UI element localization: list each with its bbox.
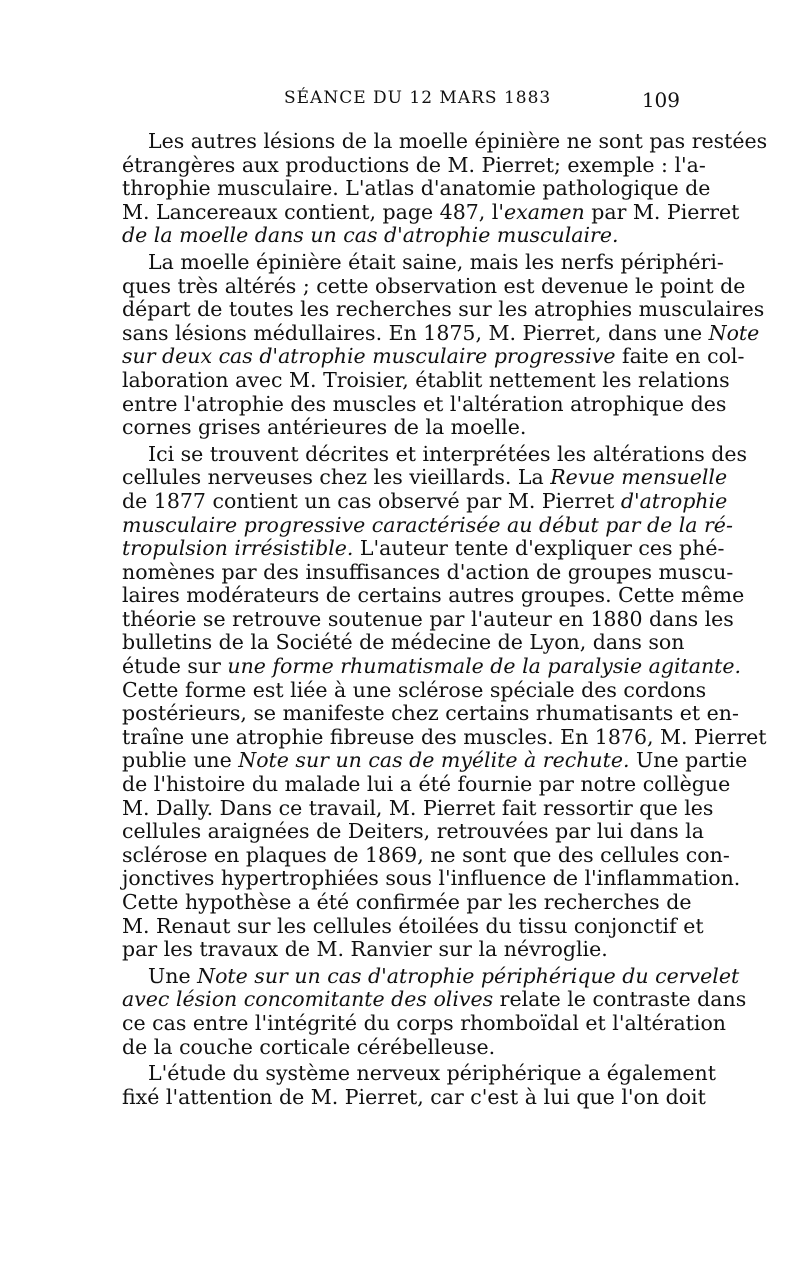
text-segment: Une	[148, 963, 198, 988]
text-line	[122, 536, 725, 561]
running-header	[122, 88, 682, 118]
italic-text: musculaire progressive caractérisée au début par de la ré-	[122, 512, 733, 537]
text-segment: Cette forme est liée à une sclérose spéciale des cordons	[122, 677, 707, 702]
text-line	[122, 938, 680, 962]
text-segment: L'étude du système nerveux périphérique a également	[148, 1061, 716, 1086]
text-line	[122, 1010, 727, 1036]
text-line	[122, 1061, 716, 1086]
text-segment: fixé l'attention de M. Pierret, car c'est à lui que l'on doit	[122, 1084, 706, 1109]
text-segment: nomènes par des insuffisances d'action de groupes muscu-	[122, 559, 734, 584]
text-line	[122, 176, 711, 201]
text-segment: ce cas entre l'intégrité du corps rhomboïdal et l'altération	[122, 1010, 727, 1035]
text-line	[122, 819, 704, 844]
text-segment: throphie musculaire. L'atlas d'anatomie pathologique de	[122, 176, 711, 201]
italic-text: d'atrophie	[620, 488, 728, 513]
italic-text: sur deux cas d'atrophie musculaire progressive	[122, 344, 616, 369]
text-segment: postérieurs, se manifeste chez certains rhumatisants et en-	[122, 701, 739, 726]
text-segment: Une partie	[629, 748, 748, 773]
text-segment: traîne une atrophie fibreuse des muscles. En 1876, M. Pierret	[122, 724, 767, 749]
text-segment: cellules araignées de Deiters, retrouvées par lui dans la	[122, 819, 704, 844]
text-line	[122, 199, 740, 225]
text-segment: cornes grises antérieures de la moelle.	[122, 415, 527, 440]
text-segment: laires modérateurs de certains autres groupes. Cette même	[122, 583, 745, 608]
italic-text: avec lésion concomitante des olives	[122, 987, 494, 1012]
text-segment: M. Renaut sur les cellules étoilées du tissu conjonctif et	[122, 913, 704, 938]
text-segment: Cette hypothèse a été confirmée par les recherches de	[122, 890, 692, 914]
text-line	[122, 963, 740, 989]
text-line	[122, 441, 748, 467]
text-line	[122, 320, 760, 346]
text-line	[122, 701, 739, 726]
text-segment: étude sur	[122, 654, 228, 679]
text-segment: sans lésions médullaires. En 1875, M. Pierret, dans une	[122, 320, 709, 345]
text-line	[122, 772, 731, 797]
text-line	[122, 559, 734, 585]
paragraph	[122, 963, 747, 1059]
text-segment: théorie se retrouve soutenue par l'auteur en 1880 dans les	[122, 606, 734, 631]
paragraph	[122, 441, 767, 962]
italic-text: Note sur un cas d'atrophie périphérique du cervelet	[197, 963, 740, 988]
text-segment: L'auteur tente d'expliquer ces phé-	[353, 536, 725, 561]
text-line	[122, 1036, 680, 1060]
text-line	[122, 152, 706, 178]
paragraph	[122, 249, 765, 440]
text-segment: M. Dally. Dans ce travail, M. Pierret fait ressortir que les	[122, 795, 714, 820]
text-line	[122, 890, 692, 915]
text-line	[122, 129, 768, 154]
text-segment: relate le contraste dans	[493, 987, 747, 1012]
text-segment: faite en col-	[615, 344, 745, 369]
text-segment: étrangères aux productions de M. Pierret; exemple : l'a-	[122, 152, 706, 177]
text-segment: départ de toutes les recherches sur les atrophies musculaires	[122, 297, 765, 322]
text-line	[122, 913, 704, 939]
text-line	[122, 842, 730, 868]
text-line	[122, 724, 767, 750]
text-segment: jonctives hypertrophiées sous l'influence de l'inflammation.	[122, 866, 741, 891]
text-segment: sclérose en plaques de 1869, ne sont que des cellules con-	[122, 842, 730, 867]
text-segment: de l'histoire du malade lui a été fournie par notre collègue	[122, 772, 731, 797]
text-line	[122, 512, 733, 538]
text-segment: publie une	[122, 748, 239, 773]
text-line	[122, 465, 728, 490]
text-line	[122, 654, 742, 679]
text-segment: par les travaux de M. Ranvier sur la névroglie.	[122, 937, 608, 962]
text-line	[122, 606, 734, 632]
italic-text: tropulsion irrésistible.	[122, 536, 354, 561]
text-segment: de 1877 contient un cas observé par M. Pierret	[122, 488, 621, 513]
text-segment: La moelle épinière était saine, mais les nerfs périphéri-	[148, 249, 724, 274]
text-line	[122, 866, 741, 891]
page-number: 109	[641, 88, 680, 112]
text-segment: laboration avec M. Troisier, établit nettement les relations	[122, 367, 730, 392]
text-line	[122, 249, 724, 275]
text-line	[122, 630, 685, 655]
paragraph	[122, 129, 768, 248]
text-line	[122, 677, 707, 703]
italic-text: une forme rhumatismale de la paralysie agitante.	[227, 654, 742, 679]
paragraph	[122, 1061, 716, 1109]
text-line	[122, 391, 727, 417]
text-line	[122, 273, 746, 299]
running-title: SÉANCE DU 12 MARS 1883	[284, 88, 552, 108]
body-text	[122, 129, 768, 1109]
text-segment: cellules nerveuses chez les vieillards. La	[122, 465, 551, 490]
text-line	[122, 416, 680, 440]
text-segment: Ici se trouvent décrites et interprétées les altérations des	[148, 441, 748, 466]
text-line	[122, 367, 730, 393]
text-line	[122, 344, 745, 369]
text-segment: par M. Pierret	[584, 199, 740, 224]
text-segment: bulletins de la Société de médecine de Lyon, dans son	[122, 630, 685, 655]
text-line	[122, 1084, 706, 1110]
text-segment: de la couche corticale cérébelleuse.	[122, 1034, 496, 1059]
italic-text: examen	[504, 199, 585, 224]
text-segment: entre l'atrophie des muscles et l'altération atrophique des	[122, 391, 727, 416]
italic-text: Note sur un cas de myélite à rechute.	[238, 748, 630, 773]
text-line	[122, 987, 747, 1012]
text-line	[122, 488, 728, 514]
text-segment: ques très altérés ; cette observation est devenue le point de	[122, 273, 746, 298]
italic-text: Note	[708, 320, 760, 345]
text-line	[122, 583, 745, 608]
text-line	[122, 795, 714, 821]
text-line	[122, 748, 748, 773]
italic-text: Revue mensuelle	[550, 465, 728, 490]
text-segment: Les autres lésions de la moelle épinière ne sont pas restées	[148, 129, 768, 153]
text-line	[122, 224, 680, 248]
italic-text: de la moelle dans un cas d'atrophie musculaire.	[122, 223, 619, 248]
text-segment: M. Lancereaux contient, page 487, l'	[122, 199, 505, 224]
text-line	[122, 297, 765, 322]
